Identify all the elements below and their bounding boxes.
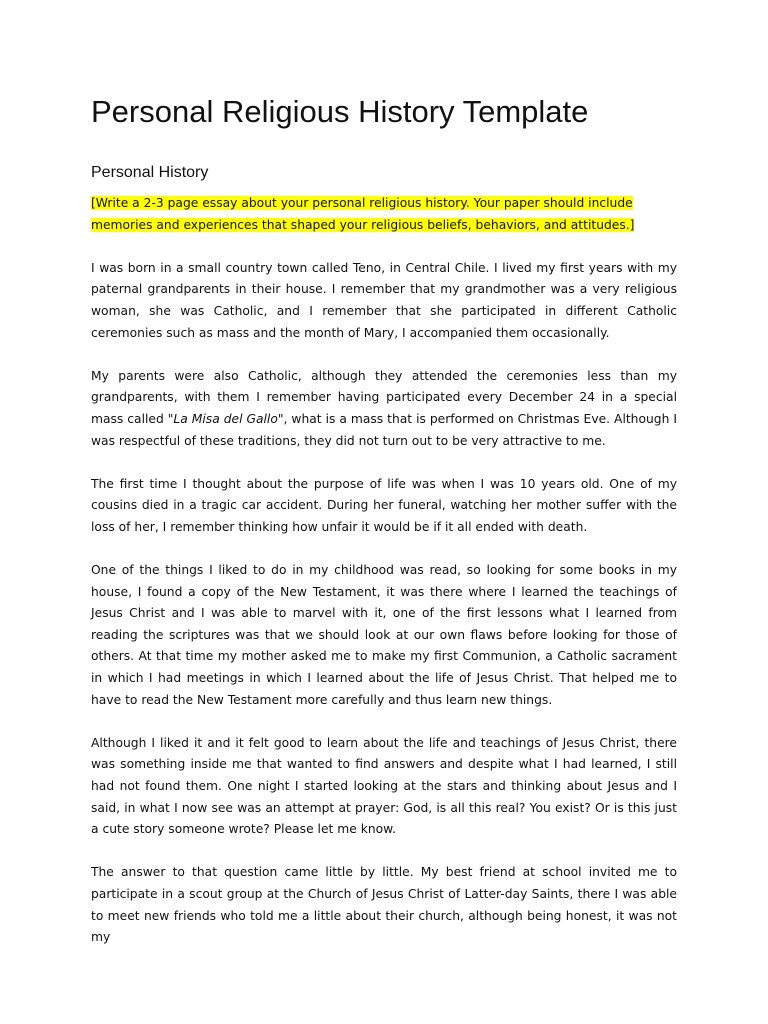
instruction-paragraph [91,193,677,236]
paragraph-6: The answer to that question came little by little. My best friend at school invited me to participate in a scout group at the Church of Jesus Christ of Latter-day Saints, there I was able to meet new friends who told me a little about their church, although being honest, it was not my [91,865,677,945]
paragraph-1: I was born in a small country town called Teno, in Central Chile. I lived my first years with my paternal grandparents in their house. I remember that my grandmother was a very religious woman, she was Catholic, and I remember that she participated in different Catholic ceremonies such as mass and the month of Mary, I accompanied them occasionally. [91,260,677,340]
paragraph-2-text-end: ", what is a mass that is performed on Christmas Eve. Although I was respectful of these traditions, they did not turn out to be very attractive to me. [91,411,677,448]
paragraph-2 [91,366,677,452]
paragraph-3: The first time I thought about the purpose of life was when I was 10 years old. One of my cousins died in a tragic car accident. During her funeral, watching her mother suffer with the loss of her, I remember thinking how unfair it would be if it all ended with death. [91,476,677,534]
paragraph-5: Although I liked it and it felt good to learn about the life and teachings of Jesus Christ, there was something inside me that wanted to find answers and despite what I had learned, I still had not found them. One night I started looking at the stars and thinking about Jesus and I said, in what I now see was an attempt at prayer: God, is all this real? You exist? Or is this just a cute story someone wrote? Please let me know. [91,735,677,837]
document-title: Personal Religious History Template [91,94,589,129]
paragraph-2-text-start: My parents were also Catholic, although they attended the ceremonies less than my grandparents, with them I remember having participated every December 24 in a special mass called " [91,368,677,426]
highlighted-instruction: [Write a 2-3 page essay about your personal religious history. Your paper should include memories and experiences that shaped your religious beliefs, behaviors, and attitudes.] [91,196,635,232]
section-heading: Personal History [91,164,209,181]
paragraph-4: One of the things I liked to do in my childhood was read, so looking for some books in my house, I found a copy of the New Testament, it was there where I learned the teachings of Jesus Christ and I was able to marvel with it, one of the first lessons what I learned from reading the scriptures was that we should look at our own flaws before looking for those of others. At that time my mother asked me to make my first Communion, a Catholic sacrament in which I had meetings in which I learned about the life of Jesus Christ. That helped me to have to read the New Testament more carefully and thus learn new things. [91,563,677,707]
document-body [91,193,677,970]
paragraph-2-italic-term: La Misa del Gallo [173,411,278,426]
